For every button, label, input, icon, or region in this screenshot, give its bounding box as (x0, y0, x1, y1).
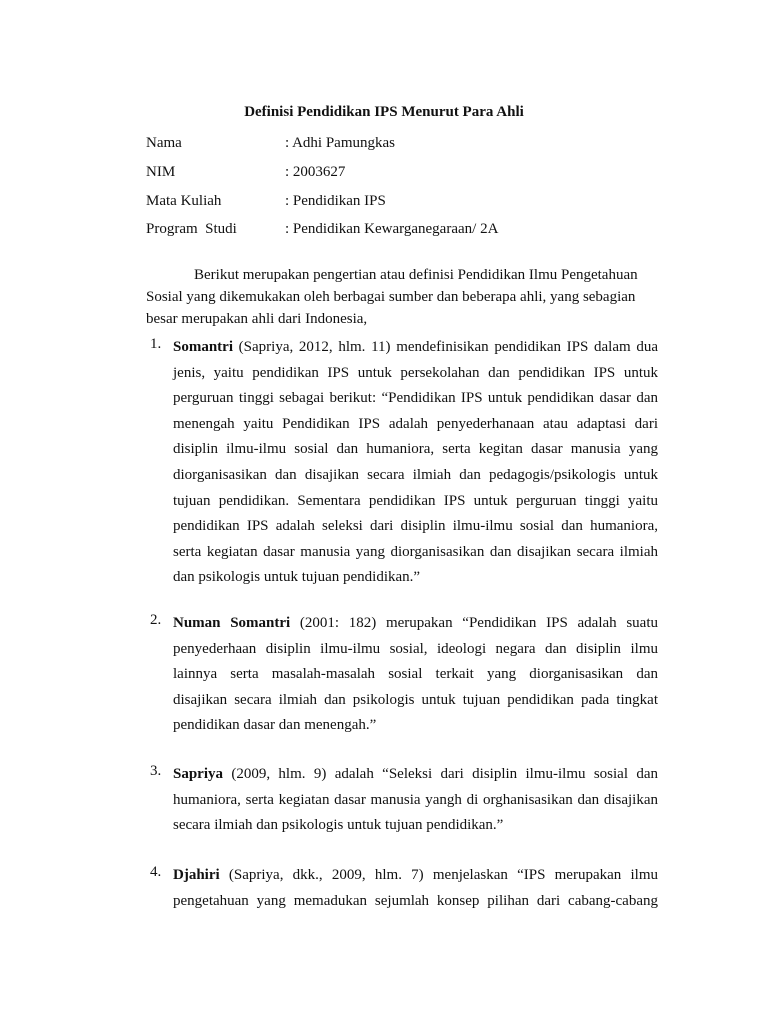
info-label: NIM (146, 164, 176, 180)
intro-paragraph (146, 264, 658, 330)
info-value: : Adhi Pamungkas (285, 135, 396, 151)
author-name: Djahiri (173, 867, 220, 883)
info-value: : 2003627 (285, 164, 346, 180)
list-line: diorganisasikan dan disajikan secara ilmiah dan pedagogis/psikologis untuk (173, 466, 658, 483)
list-line-text: (2001: 182) merupakan “Pendidikan IPS adalah suatu (290, 615, 658, 631)
intro-line: besar merupakan ahli dari Indonesia, (146, 311, 368, 327)
list-line-text: (Sapriya, dkk., 2009, hlm. 7) menjelaskan “IPS merupakan ilmu (219, 867, 658, 883)
list-line: secara ilmiah dan psikologis untuk tujuan pendidikan.” (173, 817, 504, 834)
list-line: menengah yaitu Pendidikan IPS adalah penyederhanaan atau adaptasi dari (173, 415, 658, 432)
list-line-text: (2009, hlm. 9) adalah “Seleksi dari disiplin ilmu-ilmu sosial dan (223, 766, 658, 782)
author-name: Sapriya (173, 766, 224, 782)
list-line: dan psikologis untuk tujuan pendidikan.” (173, 569, 421, 586)
list-number: 4. (150, 864, 162, 880)
info-value: : Pendidikan IPS (285, 193, 386, 209)
author-name: Numan Somantri (173, 615, 291, 631)
list-line (173, 763, 658, 789)
list-line (173, 612, 658, 638)
list-line: penyederhaan disiplin ilmu-ilmu sosial, ideologi negara dan disiplin ilmu (173, 640, 658, 657)
author-name: Somantri (173, 339, 233, 355)
list-line: perguruan tinggi sebagai berikut: “Pendidikan IPS untuk pendidikan dasar dan (173, 390, 658, 407)
list-line: disiplin ilmu-ilmu sosial dan humaniora, serta kegitan dasar manusia yang (173, 441, 658, 458)
list-line (173, 336, 658, 362)
list-line: pengetahuan yang memadukan sejumlah konsep pilihan dari cabang-cabang (173, 892, 658, 909)
list-item-body (173, 612, 658, 740)
info-value: : Pendidikan Kewarganegaraan/ 2A (285, 221, 499, 237)
list-item-body (173, 864, 658, 915)
list-line: jenis, yaitu pendidikan IPS untuk persekolahan dan pendidikan IPS untuk (173, 364, 658, 381)
intro-line: Berikut merupakan pengertian atau definisi Pendidikan Ilmu Pengetahuan (194, 267, 638, 283)
info-label: Program Studi (146, 221, 237, 237)
document-title: Definisi Pendidikan IPS Menurut Para Ahli (244, 104, 524, 120)
list-line: pendidikan dasar dan menengah.” (173, 717, 377, 734)
list-item-body (173, 336, 658, 592)
list-line: disajikan secara ilmiah dan psikologis untuk tujuan pendidikan pada tingkat (173, 691, 658, 708)
list-line: humaniora, serta kegiatan dasar manusia yangh di orghanisasikan dan disajikan (173, 791, 658, 808)
list-item-body (173, 763, 658, 840)
list-line (173, 864, 658, 890)
list-number: 2. (150, 612, 162, 628)
list-line: tujuan pendidikan. Sementara pendidikan IPS untuk perguruan tinggi yaitu (173, 492, 658, 509)
list-line: serta kegiatan dasar manusia yang diorganisasikan dan disajikan secara ilmiah (173, 543, 658, 560)
list-number: 1. (150, 336, 162, 352)
list-line-text: (Sapriya, 2012, hlm. 11) mendefinisikan pendidikan IPS dalam dua (233, 339, 658, 355)
info-label: Mata Kuliah (146, 193, 222, 209)
list-number: 3. (150, 763, 162, 779)
list-line: lainnya serta masalah-masalah sosial terkait yang diorganisasikan dan (173, 666, 658, 683)
info-label: Nama (146, 135, 182, 151)
intro-line: Sosial yang dikemukakan oleh berbagai sumber dan beberapa ahli, yang sebagian (146, 289, 636, 305)
list-line: pendidikan IPS adalah seleksi dari disiplin ilmu-ilmu sosial dan humaniora, (173, 518, 658, 535)
